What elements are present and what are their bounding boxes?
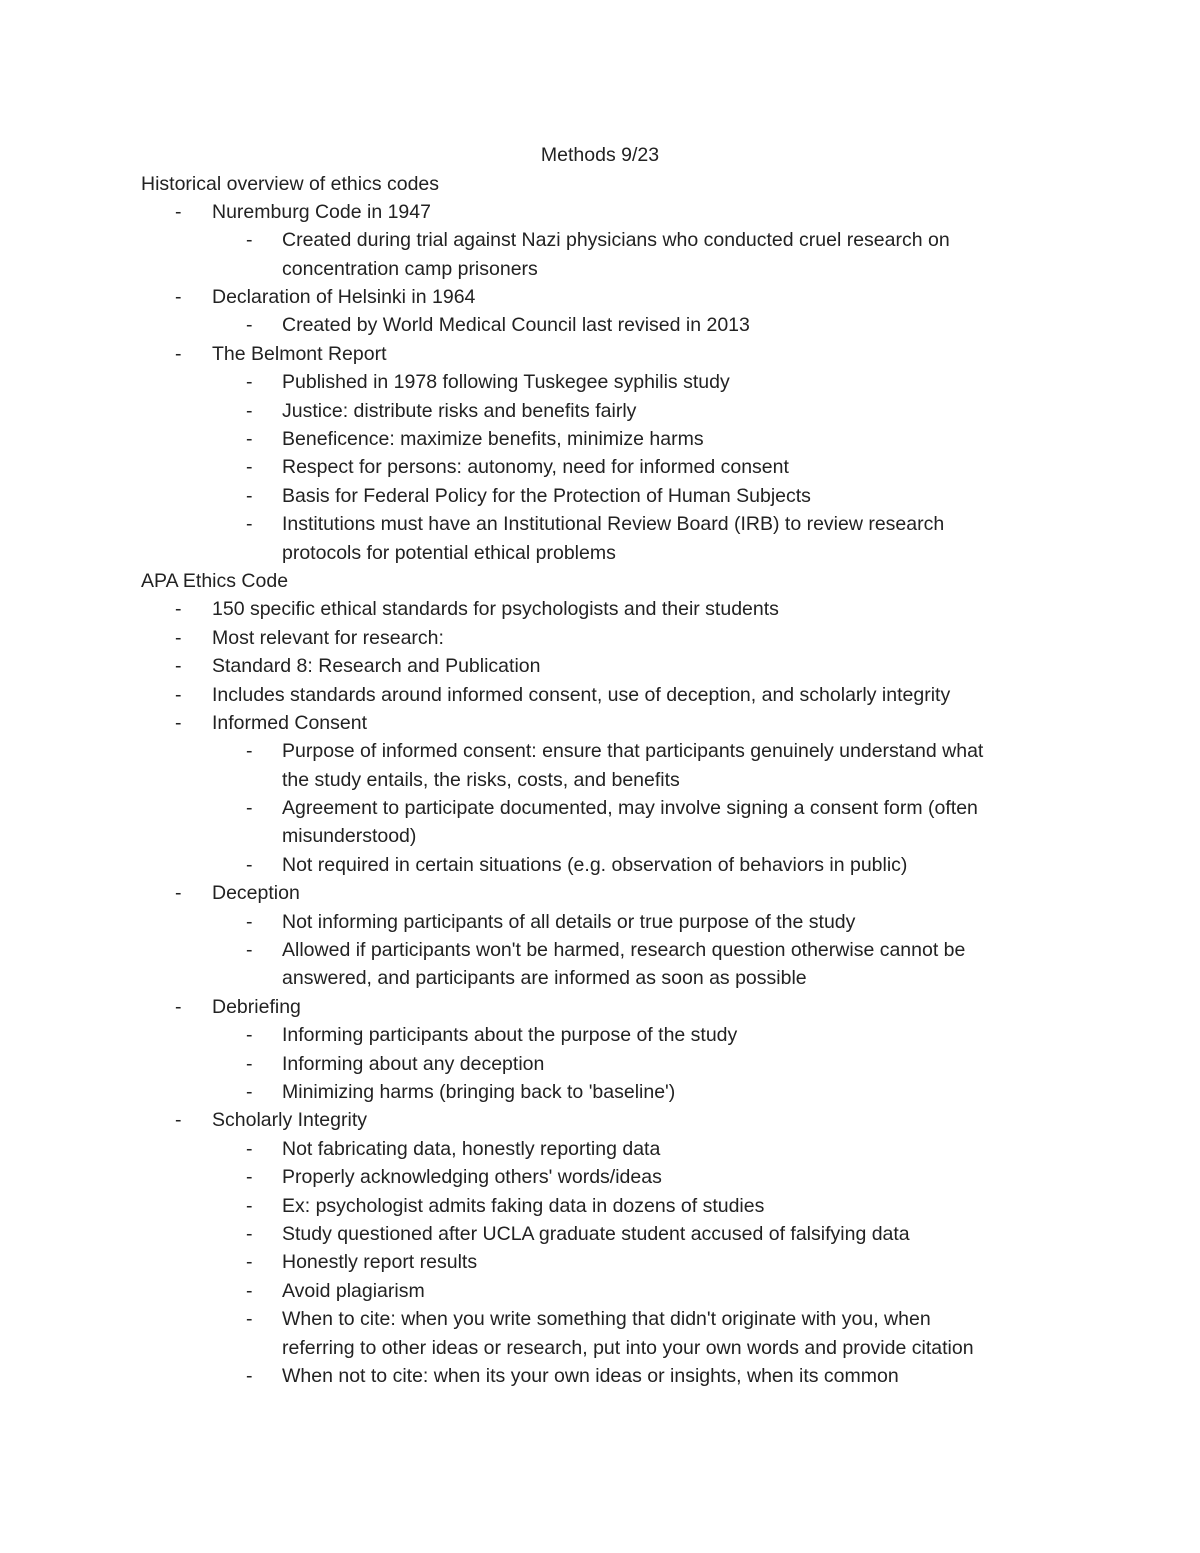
outline-item: [0, 1334, 1200, 1362]
item-text-continuation: concentration camp prisoners: [282, 257, 538, 280]
bullet-dash: -: [246, 1279, 253, 1302]
outline-item: [0, 737, 1200, 765]
item-text: Minimizing harms (bringing back to 'baseline'): [282, 1081, 676, 1103]
item-text: Informing about any deception: [282, 1052, 545, 1075]
bullet-dash: -: [246, 1308, 253, 1331]
item-text: Deception: [212, 882, 300, 905]
bullet-dash: -: [175, 882, 182, 905]
section-heading: [0, 170, 1200, 198]
outline-item: [0, 936, 1200, 964]
bullet-dash: -: [175, 626, 182, 649]
outline-item: [0, 822, 1200, 850]
bullet-dash: -: [246, 1166, 253, 1189]
outline-item: [0, 539, 1200, 567]
outline-item: [0, 453, 1200, 481]
item-text: When to cite: when you write something that didn't originate with you, when: [282, 1308, 931, 1331]
bullet-dash: -: [246, 371, 253, 394]
outline-item: [0, 1163, 1200, 1191]
item-text: Informing participants about the purpose of the study: [282, 1024, 738, 1047]
bullet-dash: -: [246, 456, 253, 479]
item-text: Properly acknowledging others' words/ideas: [282, 1166, 662, 1189]
bullet-dash: -: [175, 711, 182, 734]
item-text: When not to cite: when its your own ideas or insights, when its common: [282, 1364, 899, 1387]
item-text: Agreement to participate documented, may involve signing a consent form (often: [282, 797, 978, 820]
outline-item: [0, 340, 1200, 368]
item-text: Informed Consent: [212, 711, 368, 734]
item-text: Not informing participants of all details or true purpose of the study: [282, 910, 856, 933]
bullet-dash: -: [246, 399, 253, 422]
outline-item: [0, 1135, 1200, 1163]
bullet-dash: -: [246, 1222, 253, 1245]
bullet-dash: -: [246, 797, 253, 820]
outline-item: [0, 1021, 1200, 1049]
item-text: Created by World Medical Council last revised in 2013: [282, 314, 750, 337]
outline-item: [0, 1078, 1200, 1106]
item-text: Standard 8: Research and Publication: [212, 655, 541, 678]
outline-item: [0, 1106, 1200, 1134]
outline-item: [0, 1192, 1200, 1220]
bullet-dash: -: [246, 1251, 253, 1274]
item-text: Nuremburg Code in 1947: [212, 200, 431, 223]
outline-item: [0, 766, 1200, 794]
outline-item: [0, 709, 1200, 737]
bullet-dash: -: [175, 200, 182, 223]
outline-item: [0, 652, 1200, 680]
item-text: Avoid plagiarism: [282, 1279, 425, 1302]
outline-item: [0, 595, 1200, 623]
outline-item: [0, 1248, 1200, 1276]
item-text: Most relevant for research:: [212, 626, 444, 649]
outline-item: [0, 311, 1200, 339]
outline-item: [0, 510, 1200, 538]
bullet-dash: -: [246, 314, 253, 337]
bullet-dash: -: [246, 428, 253, 451]
outline-item: [0, 993, 1200, 1021]
bullet-dash: -: [175, 1109, 182, 1132]
item-text: Justice: distribute risks and benefits fairly: [282, 399, 637, 422]
bullet-dash: -: [246, 513, 253, 536]
outline-item: [0, 794, 1200, 822]
item-text: APA Ethics Code: [141, 569, 289, 592]
item-text-continuation: the study entails, the risks, costs, and benefits: [282, 768, 680, 791]
outline-item: [0, 425, 1200, 453]
outline-item: [0, 1362, 1200, 1390]
outline-item: [0, 397, 1200, 425]
bullet-dash: -: [246, 910, 253, 933]
outline-item: [0, 879, 1200, 907]
item-text: Not fabricating data, honestly reporting data: [282, 1137, 661, 1160]
outline-item: [0, 1220, 1200, 1248]
outline-item: [0, 1305, 1200, 1333]
item-text: Ex: psychologist admits faking data in dozens of studies: [282, 1194, 765, 1217]
bullet-dash: -: [175, 683, 182, 706]
item-text: Debriefing: [212, 995, 301, 1018]
outline-item: [0, 908, 1200, 936]
outline-item: [0, 255, 1200, 283]
bullet-dash: -: [246, 1081, 253, 1103]
bullet-dash: -: [246, 1364, 253, 1387]
outline-item: [0, 226, 1200, 254]
bullet-dash: -: [246, 229, 253, 252]
outline-item: [0, 368, 1200, 396]
outline-item: [0, 283, 1200, 311]
item-text: Scholarly Integrity: [212, 1109, 367, 1132]
item-text: Study questioned after UCLA graduate student accused of falsifying data: [282, 1222, 910, 1245]
bullet-dash: -: [175, 286, 182, 309]
item-text: Published in 1978 following Tuskegee syphilis study: [282, 371, 730, 394]
bullet-dash: -: [246, 939, 253, 962]
document-body: [0, 170, 1200, 1391]
bullet-dash: -: [246, 1024, 253, 1047]
item-text-continuation: answered, and participants are informed as soon as possible: [282, 967, 807, 990]
bullet-dash: -: [175, 655, 182, 678]
document-title: Methods 9/23: [540, 144, 660, 166]
outline-item: [0, 851, 1200, 879]
outline-item: [0, 198, 1200, 226]
item-text: Basis for Federal Policy for the Protection of Human Subjects: [282, 484, 811, 507]
bullet-dash: -: [246, 1137, 253, 1160]
item-text: Institutions must have an Institutional Review Board (IRB) to review research: [282, 513, 945, 536]
item-text: Respect for persons: autonomy, need for informed consent: [282, 456, 789, 479]
bullet-dash: -: [175, 342, 182, 365]
item-text: Honestly report results: [282, 1251, 478, 1274]
item-text: Allowed if participants won't be harmed, research question otherwise cannot be: [282, 939, 966, 962]
item-text: Beneficence: maximize benefits, minimize harms: [282, 428, 704, 451]
outline-item: [0, 964, 1200, 992]
bullet-dash: -: [246, 1052, 253, 1075]
section-heading: [0, 567, 1200, 595]
item-text: 150 specific ethical standards for psychologists and their students: [212, 598, 779, 621]
item-text-continuation: protocols for potential ethical problems: [282, 541, 616, 564]
bullet-dash: -: [175, 995, 182, 1018]
outline-item: [0, 1050, 1200, 1078]
item-text-continuation: misunderstood): [282, 825, 417, 848]
item-text: Created during trial against Nazi physicians who conducted cruel research on: [282, 229, 950, 252]
outline-item: [0, 681, 1200, 709]
item-text: Historical overview of ethics codes: [141, 172, 440, 195]
item-text: The Belmont Report: [212, 342, 387, 365]
outline-item: [0, 1277, 1200, 1305]
bullet-dash: -: [246, 484, 253, 507]
item-text: Includes standards around informed consent, use of deception, and scholarly integrity: [212, 683, 951, 706]
outline-item: [0, 482, 1200, 510]
bullet-dash: -: [175, 598, 182, 621]
item-text: Purpose of informed consent: ensure that participants genuinely understand what: [282, 740, 984, 763]
item-text: Not required in certain situations (e.g. observation of behaviors in public): [282, 853, 908, 876]
bullet-dash: -: [246, 853, 253, 876]
outline-item: [0, 624, 1200, 652]
item-text: Declaration of Helsinki in 1964: [212, 286, 476, 309]
item-text-continuation: referring to other ideas or research, put into your own words and provide citation: [282, 1336, 974, 1359]
bullet-dash: -: [246, 740, 253, 763]
bullet-dash: -: [246, 1194, 253, 1217]
